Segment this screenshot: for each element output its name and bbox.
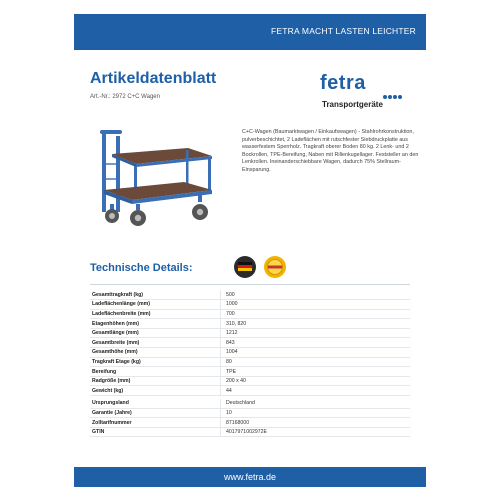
table-row — [90, 319, 410, 329]
table-row — [90, 418, 410, 428]
detail-key: Radgröße (mm) — [90, 376, 220, 386]
table-row — [90, 309, 410, 319]
table-row — [90, 290, 410, 300]
trolley-handle-left — [102, 132, 106, 212]
detail-value: TPE — [224, 367, 410, 377]
article-number: Art.-Nr.: 2972 C+C Wagen — [90, 94, 160, 100]
detail-key: Gesamtbreite (mm) — [90, 338, 220, 348]
technical-details-title: Technische Details: — [90, 262, 193, 274]
detail-key: Ladeflächenbreite (mm) — [90, 309, 220, 319]
detail-value: 843 — [224, 338, 410, 348]
detail-value: 1004 — [224, 348, 410, 358]
quality-seal-badge — [264, 256, 286, 278]
detail-value: 80 — [224, 357, 410, 367]
detail-value: 700 — [224, 309, 410, 319]
detail-key: Bereifung — [90, 367, 220, 377]
table-row — [90, 386, 410, 396]
detail-key: Gesamtlänge (mm) — [90, 328, 220, 338]
table-row — [90, 338, 410, 348]
trolley-handle-top — [100, 130, 122, 134]
detail-value: 44 — [224, 386, 410, 396]
detail-key: Ladeflächenlänge (mm) — [90, 300, 220, 310]
page-title: Artikeldatenblatt — [90, 70, 217, 87]
detail-key: Etagenhöhen (mm) — [90, 319, 220, 329]
logo-wordmark: fetra — [320, 72, 366, 94]
trolley-wheel-rear-right — [192, 194, 208, 220]
footer-website: www.fetra.de — [223, 472, 277, 482]
made-in-germany-badge — [234, 256, 256, 278]
quality-badges — [232, 254, 292, 280]
table-row — [90, 357, 410, 367]
table-row — [90, 376, 410, 386]
detail-value: 200 x 40 — [224, 376, 410, 386]
table-row — [90, 348, 410, 358]
footer-band — [74, 467, 426, 487]
detail-value: 4017971002972E — [224, 427, 410, 437]
header-band — [74, 14, 426, 50]
table-row — [90, 408, 410, 418]
detail-key: Gesamthöhe (mm) — [90, 348, 220, 358]
detail-value: 10 — [224, 408, 410, 418]
detail-value: Deutschland — [224, 399, 410, 409]
detail-key: Gewicht (kg) — [90, 386, 220, 396]
datasheet-page — [74, 14, 426, 487]
cash-and-carry-trolley-image — [88, 124, 218, 230]
detail-key: Ursprungsland — [90, 399, 220, 409]
detail-key: Garantie (Jahre) — [90, 408, 220, 418]
trolley-wheel-front-right — [130, 204, 146, 226]
trolley-handle-right — [116, 136, 120, 212]
detail-key: Zolltarifnummer — [90, 418, 220, 428]
table-row — [90, 367, 410, 377]
table-row — [90, 399, 410, 409]
detail-value: 310, 820 — [224, 319, 410, 329]
detail-key: Gesamttragkraft (kg) — [90, 290, 220, 300]
detail-value: 1212 — [224, 328, 410, 338]
technical-details-table — [90, 290, 410, 437]
logo-dots-icon — [382, 86, 402, 104]
detail-key: GTIN — [90, 427, 220, 437]
section-divider — [90, 284, 410, 285]
table-row — [90, 328, 410, 338]
detail-value: 87168000 — [224, 418, 410, 428]
fetra-logo — [320, 72, 416, 112]
header-slogan: FETRA MACHT LASTEN LEICHTER — [270, 26, 416, 36]
product-description: C+C-Wagen (Baumarktwagen / Einkaufswagen) - Stahlrohrkonstruktion, pulverbeschichtet, 2 Ladeflächen mit rutschfester Siebdruckplatte aus wasserfestem Sperrholz. Tragkraft oberer Boden 80 kg. 2 Lenk- und 2 Bockrollen, TPE-Bereifung, Naben mit Rillenkugellager. Feststeller an den Lenkrollen. Ineinanderschiebbare Wagen, dadurch 75% Stellraum-Einsparung. — [242, 129, 419, 173]
table-row — [90, 300, 410, 310]
logo-tagline: Transportgeräte — [322, 100, 383, 109]
detail-value: 500 — [224, 290, 410, 300]
detail-value: 1000 — [224, 300, 410, 310]
table-row — [90, 427, 410, 437]
detail-key: Tragkraft Etage (kg) — [90, 357, 220, 367]
